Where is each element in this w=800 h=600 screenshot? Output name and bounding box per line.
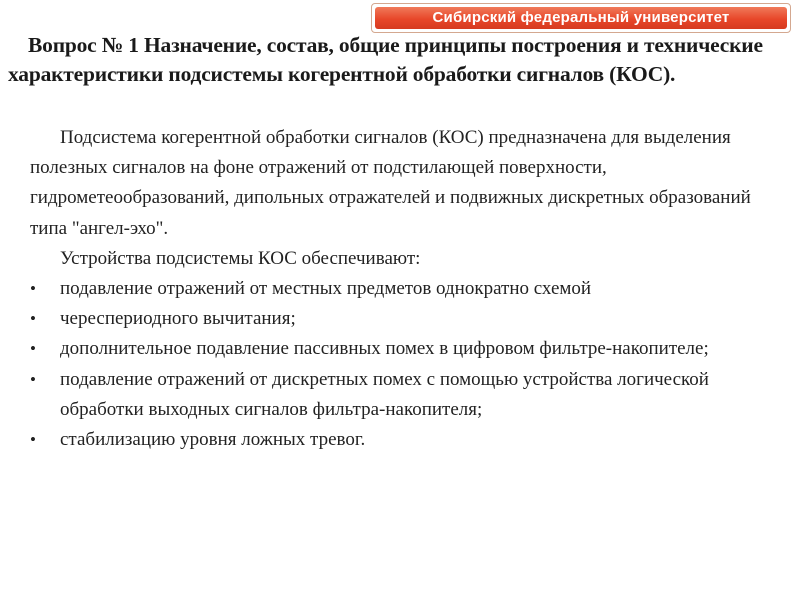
bullet-marker: • — [30, 430, 36, 450]
list-item — [30, 334, 792, 364]
devices-paragraph: Устройства подсистемы КОС обеспечивают: — [60, 247, 421, 269]
intro-paragraph: Подсистема когерентной обработки сигналов (КОС) предназначена для выделения полезных сигналов на фоне отражений от подстилающей поверхности, гидрометеообразований, дипольных отражателей и подвижных дискретных образований типа "ангел-эхо". — [30, 127, 751, 239]
list-item-text: подавление отражений от дискретных помех с помощью устройства логической обработки выходных сигналов фильтра-накопителя; — [60, 368, 709, 420]
list-item-text: подавление отражений от местных предметов однократно схемой — [60, 278, 592, 300]
slide-body — [30, 123, 792, 455]
list-item — [30, 274, 792, 304]
slide-title: Вопрос № 1 Назначение, состав, общие принципы построения и технические характеристики подсистемы когерентной обработки сигналов (КОС). — [8, 33, 763, 86]
list-item — [30, 425, 792, 455]
list-item — [30, 365, 792, 425]
list-item-text: дополнительное подавление пассивных помех в цифровом фильтре-накопителе; — [60, 338, 709, 360]
list-item — [30, 304, 792, 334]
list-item-text: череспериодного вычитания; — [60, 308, 296, 330]
functions-list — [30, 274, 792, 455]
list-item-text: стабилизацию уровня ложных тревог. — [60, 429, 366, 451]
bullet-marker: • — [30, 309, 36, 329]
university-badge — [371, 3, 791, 33]
bullet-marker: • — [30, 339, 36, 359]
university-name: Сибирский федеральный университет — [375, 7, 787, 29]
bullet-marker: • — [30, 369, 36, 389]
bullet-marker: • — [30, 279, 36, 299]
